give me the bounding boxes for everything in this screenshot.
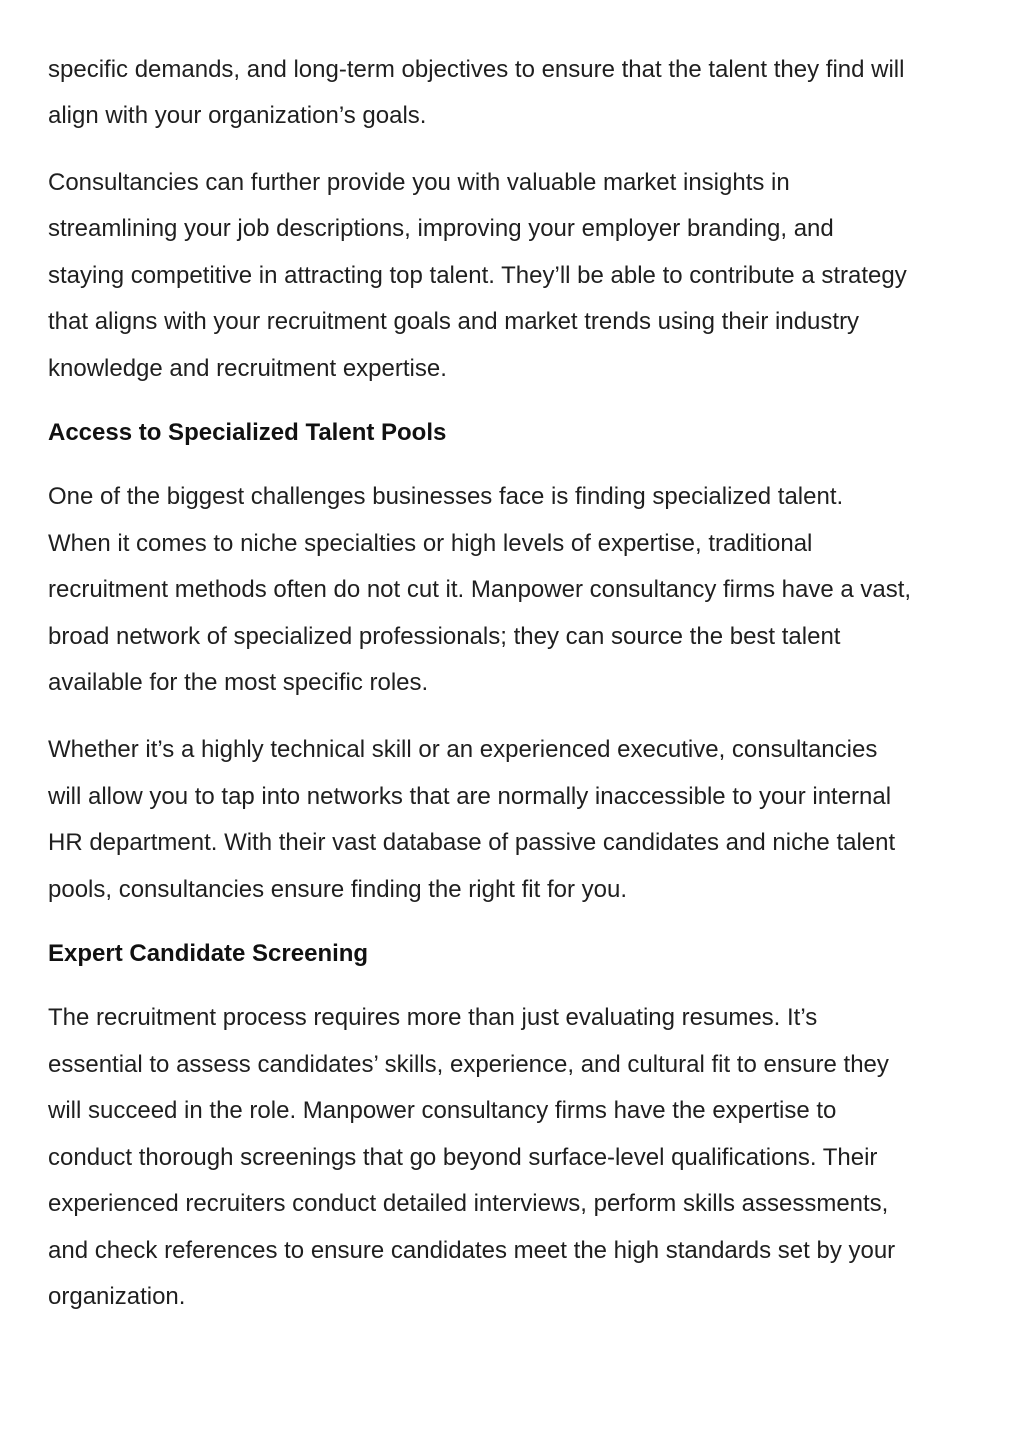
text-line: One of the biggest challenges businesses face is finding specialized talent. [48, 483, 844, 510]
section-heading-screening: Expert Candidate Screening [48, 940, 369, 967]
text-line: pools, consultancies ensure finding the right fit for you. [48, 876, 627, 903]
text-line: Whether it’s a highly technical skill or an experienced executive, consultancies [48, 736, 878, 763]
text-line: knowledge and recruitment expertise. [48, 355, 447, 382]
text-line: conduct thorough screenings that go beyond surface-level qualifications. Their [48, 1144, 878, 1171]
text-line: experienced recruiters conduct detailed interviews, perform skills assessments, [48, 1190, 889, 1217]
text-line: When it comes to niche specialties or high levels of expertise, traditional [48, 530, 813, 557]
text-line: and check references to ensure candidates meet the high standards set by your [48, 1237, 896, 1264]
text-line: that aligns with your recruitment goals and market trends using their industry [48, 308, 860, 335]
text-line: HR department. With their vast database of passive candidates and niche talent [48, 829, 896, 856]
text-line: specific demands, and long-term objectives to ensure that the talent they find will [48, 56, 905, 83]
text-line: recruitment methods often do not cut it. Manpower consultancy firms have a vast, [48, 576, 912, 603]
text-line: organization. [48, 1283, 186, 1310]
text-line: essential to assess candidates’ skills, experience, and cultural fit to ensure they [48, 1051, 889, 1078]
text-line: The recruitment process requires more than just evaluating resumes. It’s [48, 1004, 818, 1031]
text-line: streamlining your job descriptions, improving your employer branding, and [48, 215, 834, 242]
text-line: staying competitive in attracting top talent. They’ll be able to contribute a strategy [48, 262, 907, 289]
text-line: available for the most specific roles. [48, 669, 429, 696]
text-line: Consultancies can further provide you with valuable market insights in [48, 169, 790, 196]
text-line: will succeed in the role. Manpower consultancy firms have the expertise to [48, 1097, 837, 1124]
text-line: will allow you to tap into networks that are normally inaccessible to your internal [48, 783, 892, 810]
section-heading-talent-pools: Access to Specialized Talent Pools [48, 419, 447, 446]
text-line: broad network of specialized professionals; they can source the best talent [48, 623, 841, 650]
text-line: align with your organization’s goals. [48, 102, 427, 129]
